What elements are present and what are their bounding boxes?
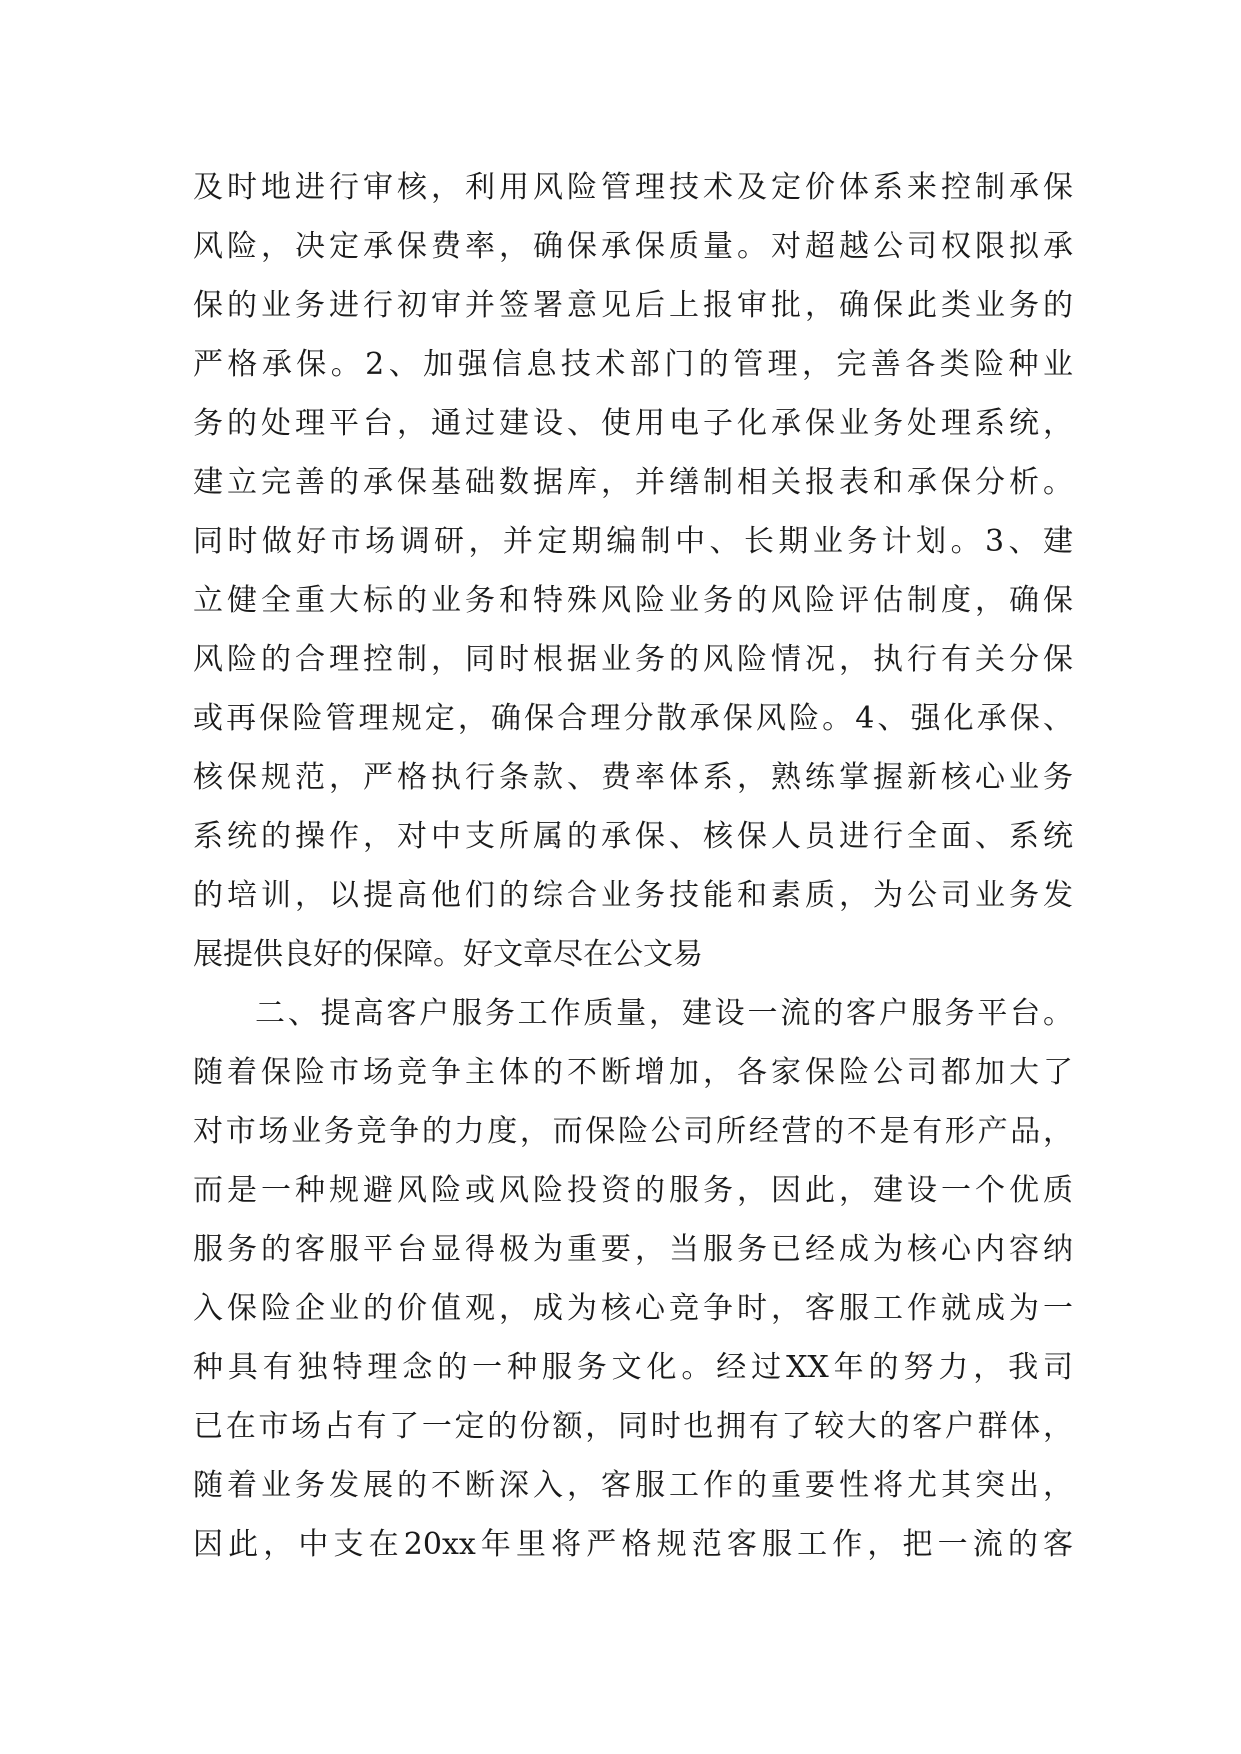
body-text bbox=[193, 158, 1073, 1574]
text-line: 的培训，以提高他们的综合业务技能和素质，为公司业务发 bbox=[193, 878, 1073, 913]
section-heading-line: 二、提高客户服务工作质量，建设一流的客户服务平台。 bbox=[255, 996, 1073, 1031]
text-line: 建立完善的承保基础数据库，并缮制相关报表和承保分析。 bbox=[193, 465, 1073, 500]
text-line: 服务的客服平台显得极为重要，当服务已经成为核心内容纳 bbox=[193, 1232, 1073, 1267]
text-line: 种具有独特理念的一种服务文化。经过XX年的努力，我司 bbox=[193, 1350, 1073, 1385]
text-line: 随着业务发展的不断深入，客服工作的重要性将尤其突出， bbox=[193, 1468, 1073, 1503]
text-line: 已在市场占有了一定的份额，同时也拥有了较大的客户群体， bbox=[193, 1409, 1073, 1444]
text-line: 及时地进行审核，利用风险管理技术及定价体系来控制承保 bbox=[193, 170, 1073, 205]
text-line: 务的处理平台，通过建设、使用电子化承保业务处理系统， bbox=[193, 406, 1073, 441]
text-line: 核保规范，严格执行条款、费率体系，熟练掌握新核心业务 bbox=[193, 760, 1073, 795]
text-line: 系统的操作，对中支所属的承保、核保人员进行全面、系统 bbox=[193, 819, 1073, 854]
text-line: 风险的合理控制，同时根据业务的风险情况，执行有关分保 bbox=[193, 642, 1073, 677]
text-line: 入保险企业的价值观，成为核心竞争时，客服工作就成为一 bbox=[193, 1291, 1073, 1326]
text-line: 同时做好市场调研，并定期编制中、长期业务计划。3、建 bbox=[193, 524, 1073, 559]
text-line: 风险，决定承保费率，确保承保质量。对超越公司权限拟承 bbox=[193, 229, 1073, 264]
text-line: 对市场业务竞争的力度，而保险公司所经营的不是有形产品， bbox=[193, 1114, 1073, 1149]
text-line: 随着保险市场竞争主体的不断增加，各家保险公司都加大了 bbox=[193, 1055, 1073, 1090]
text-line: 或再保险管理规定，确保合理分散承保风险。4、强化承保、 bbox=[193, 701, 1073, 736]
text-line: 保的业务进行初审并签署意见后上报审批，确保此类业务的 bbox=[193, 288, 1073, 323]
text-line: 因此，中支在20xx年里将严格规范客服工作，把一流的客 bbox=[193, 1527, 1073, 1562]
text-line: 而是一种规避风险或风险投资的服务，因此，建设一个优质 bbox=[193, 1173, 1073, 1208]
text-line: 立健全重大标的业务和特殊风险业务的风险评估制度，确保 bbox=[193, 583, 1073, 618]
text-line: 展提供良好的保障。好文章尽在公文易 bbox=[193, 937, 703, 972]
text-line: 严格承保。2、加强信息技术部门的管理，完善各类险种业 bbox=[193, 347, 1073, 382]
